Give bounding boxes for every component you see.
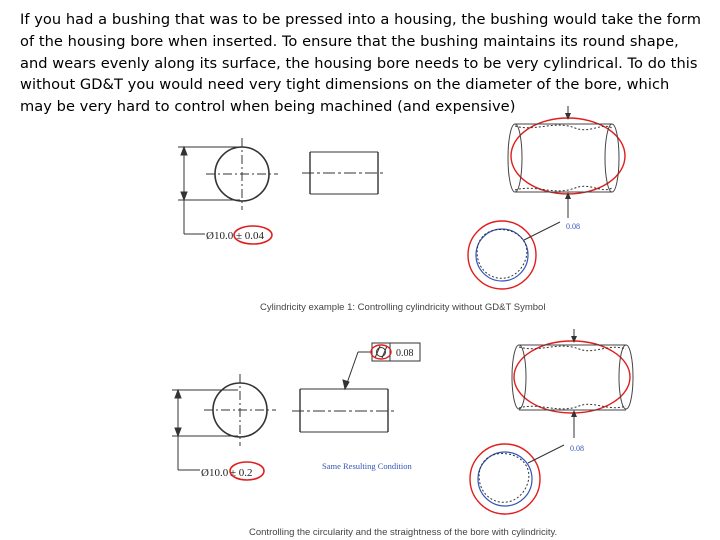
intro-line-2: of the housing bore when inserted. To ensure that the bushing maintains its round shape,: [20, 32, 679, 50]
figure2-fcf-value: 0.08: [396, 348, 414, 359]
figure2-dimension-prefix: Ø10.0: [201, 467, 229, 479]
intro-line-5: may be very hard to control when being machined (and expensive): [20, 98, 516, 116]
figure2-caption: Controlling the circularity and the straightness of the bore with cylindricity.: [249, 527, 558, 538]
figure2-tolerance: ± 0.2: [230, 467, 253, 479]
intro-line-4: without GD&T you would need very tight dimensions on the diameter of the bore, which: [20, 76, 670, 94]
intro-line-1: If you had a bushing that was to be pressed into a housing, the bushing would take the form: [20, 11, 702, 28]
figure1-deviation-label: 0.08: [566, 222, 580, 231]
figure1-tolerance: ± 0.04: [236, 230, 265, 242]
figure2-drawing: [172, 343, 420, 470]
figure2-cross-section: [470, 444, 564, 514]
figure1-caption: Cylindricity example 1: Controlling cylindricity without GD&T Symbol: [260, 302, 546, 313]
intro-line-3: and wears evenly along its surface, the housing bore needs to be very cylindrical. To do this: [20, 54, 698, 72]
figure1-dimension-prefix: Ø10.0: [206, 230, 234, 242]
figure1-cylinder: [508, 106, 625, 218]
figure1-cross-section: [468, 221, 560, 289]
figure2-deviation-label: 0.08: [570, 444, 584, 453]
figure1-drawing: [178, 138, 386, 234]
figure2-cylinder: [512, 329, 633, 438]
figure2-result-label: Same Resulting Condition: [322, 461, 412, 471]
